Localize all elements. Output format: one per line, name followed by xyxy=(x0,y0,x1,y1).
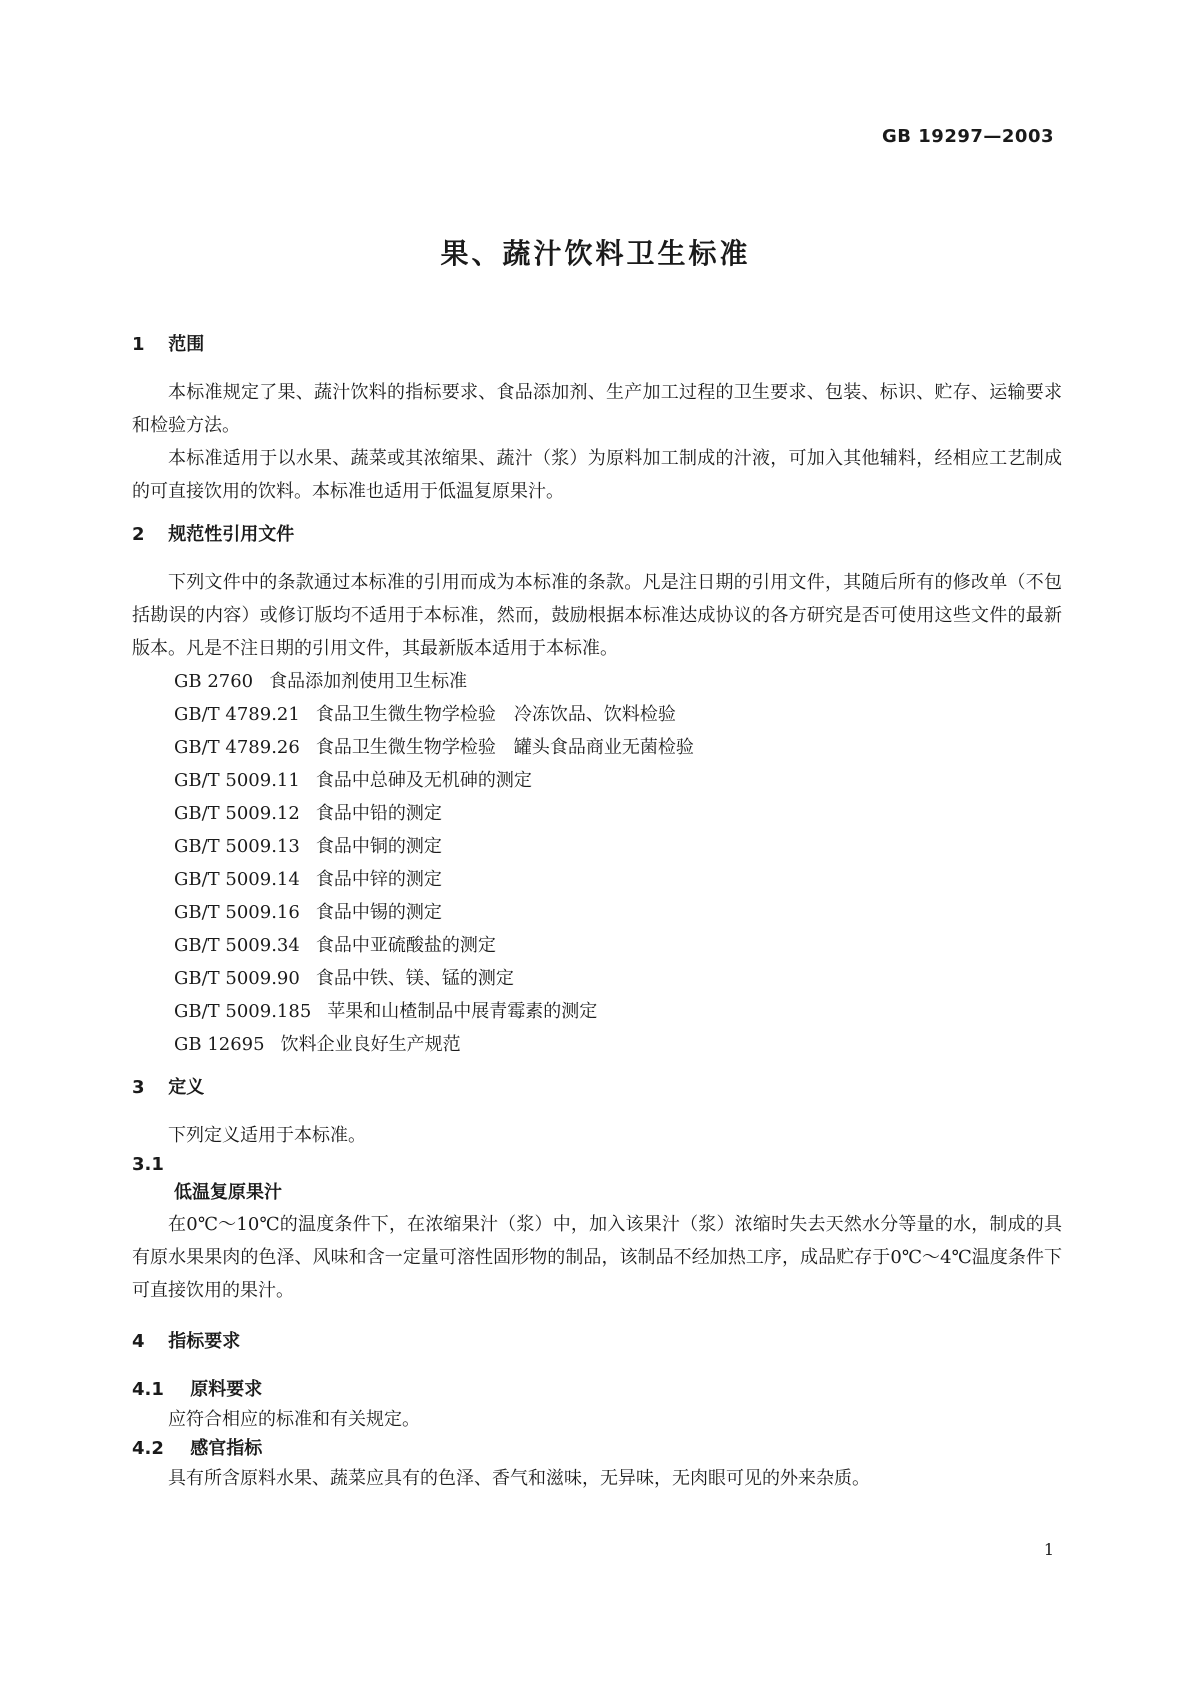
reference-code: GB/T 5009.185 xyxy=(174,1001,312,1022)
reference-item xyxy=(132,863,1062,896)
reference-name: 食品中总砷及无机砷的测定 xyxy=(315,770,532,791)
reference-name: 食品中锌的测定 xyxy=(315,869,442,890)
subsection-number: 3.1 xyxy=(132,1154,164,1175)
subsection-4-2-heading xyxy=(132,1436,1062,1462)
reference-code: GB/T 5009.34 xyxy=(174,935,300,956)
section-number: 1 xyxy=(132,334,145,355)
subsection-title: 感官指标 xyxy=(190,1438,263,1459)
term-definition: 在0℃～10℃的温度条件下，在浓缩果汁（浆）中，加入该果汁（浆）浓缩时失去天然水分等量的水，制成的具有原水果果肉的色泽、风味和含一定量可溶性固形物的制品，该制品不经加热工序，成品贮存于0℃～4℃温度条件下可直接饮用的果汁。 xyxy=(132,1214,1062,1301)
document-title: 果、蔬汁饮料卫生标准 xyxy=(440,237,751,270)
section-title: 定义 xyxy=(168,1077,205,1098)
reference-item xyxy=(132,1028,1062,1061)
reference-item xyxy=(132,962,1062,995)
reference-code: GB/T 5009.12 xyxy=(174,803,300,824)
scope-paragraph-1: 本标准规定了果、蔬汁饮料的指标要求、食品添加剂、生产加工过程的卫生要求、包装、标识、贮存、运输要求和检验方法。 xyxy=(132,382,1062,436)
section-title: 规范性引用文件 xyxy=(168,524,295,545)
section-1-heading xyxy=(132,332,1062,358)
scope-paragraph-2: 本标准适用于以水果、蔬菜或其浓缩果、蔬汁（浆）为原料加工制成的汁液，可加入其他辅料，经相应工艺制成的可直接饮用的饮料。本标准也适用于低温复原果汁。 xyxy=(132,448,1062,502)
section-2-heading xyxy=(132,522,1062,548)
reference-code: GB 12695 xyxy=(174,1034,265,1055)
reference-name: 食品中铁、镁、锰的测定 xyxy=(315,968,514,989)
reference-name: 饮料企业良好生产规范 xyxy=(280,1034,461,1055)
section-number: 4 xyxy=(132,1331,145,1352)
reference-code: GB/T 5009.90 xyxy=(174,968,300,989)
reference-name: 食品中亚硫酸盐的测定 xyxy=(315,935,496,956)
section-4-heading xyxy=(132,1329,1062,1355)
sensory-indicator-text: 具有所含原料水果、蔬菜应具有的色泽、香气和滋味，无异味，无肉眼可见的外来杂质。 xyxy=(168,1468,870,1489)
reference-item xyxy=(132,995,1062,1028)
standard-code: GB 19297—2003 xyxy=(882,126,1054,147)
reference-code: GB 2760 xyxy=(174,671,254,692)
subsection-number: 4.1 xyxy=(132,1379,164,1400)
reference-name: 食品中铜的测定 xyxy=(315,836,442,857)
reference-code: GB/T 4789.26 xyxy=(174,737,300,758)
reference-name: 食品添加剂使用卫生标准 xyxy=(269,671,468,692)
reference-item xyxy=(132,896,1062,929)
reference-code: GB/T 5009.11 xyxy=(174,770,300,791)
subsection-3-1-number xyxy=(132,1152,1062,1178)
reference-code: GB/T 4789.21 xyxy=(174,704,300,725)
reference-item xyxy=(132,830,1062,863)
reference-name: 食品中铅的测定 xyxy=(315,803,442,824)
term-heading: 低温复原果汁 xyxy=(174,1182,282,1203)
reference-name: 食品卫生微生物学检验 罐头食品商业无菌检验 xyxy=(315,737,694,758)
section-title: 指标要求 xyxy=(168,1331,241,1352)
reference-code: GB/T 5009.13 xyxy=(174,836,300,857)
reference-item xyxy=(132,698,1062,731)
document-body xyxy=(132,332,1062,1495)
reference-item xyxy=(132,797,1062,830)
reference-name: 食品中锡的测定 xyxy=(315,902,442,923)
section-number: 3 xyxy=(132,1077,145,1098)
page-number: 1 xyxy=(1043,1540,1054,1559)
reference-code: GB/T 5009.16 xyxy=(174,902,300,923)
reference-name: 苹果和山楂制品中展青霉素的测定 xyxy=(327,1001,598,1022)
references-intro-paragraph: 下列文件中的条款通过本标准的引用而成为本标准的条款。凡是注日期的引用文件，其随后所有的修改单（不包括勘误的内容）或修订版均不适用于本标准，然而，鼓励根据本标准达成协议的各方研究是否可使用这些文件的最新版本。凡是不注日期的引用文件，其最新版本适用于本标准。 xyxy=(132,572,1062,659)
section-3-heading xyxy=(132,1075,1062,1101)
subsection-number: 4.2 xyxy=(132,1438,164,1459)
subsection-4-1-heading xyxy=(132,1377,1062,1403)
section-number: 2 xyxy=(132,524,145,545)
reference-item xyxy=(132,764,1062,797)
reference-name: 食品卫生微生物学检验 冷冻饮品、饮料检验 xyxy=(315,704,676,725)
definitions-intro: 下列定义适用于本标准。 xyxy=(168,1125,366,1146)
reference-item xyxy=(132,929,1062,962)
reference-code: GB/T 5009.14 xyxy=(174,869,300,890)
section-title: 范围 xyxy=(168,334,205,355)
subsection-title: 原料要求 xyxy=(190,1379,263,1400)
reference-item xyxy=(132,731,1062,764)
reference-item xyxy=(132,665,1062,698)
raw-material-requirement: 应符合相应的标准和有关规定。 xyxy=(168,1409,420,1430)
reference-list xyxy=(132,665,1062,1061)
